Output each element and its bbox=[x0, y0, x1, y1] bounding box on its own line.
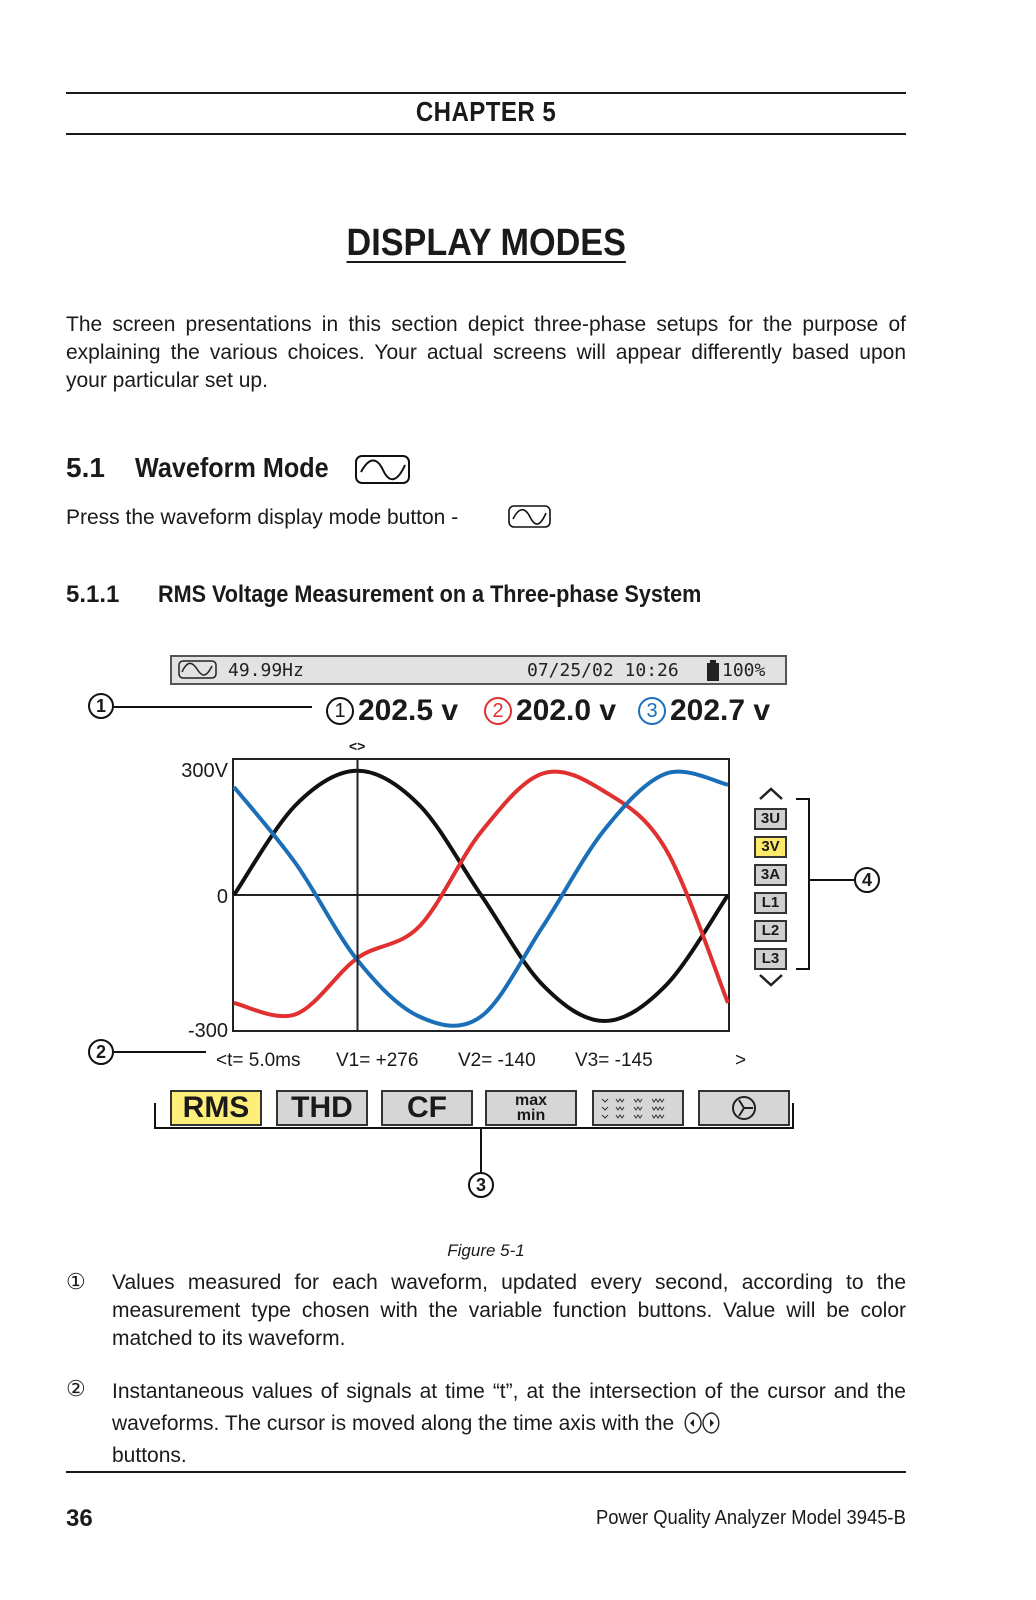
battery-level: 100% bbox=[722, 660, 766, 681]
subsection-number: 5.1.1 bbox=[66, 581, 120, 608]
measurement-1 bbox=[326, 694, 458, 728]
note-2-text: Instantaneous values of signals at time “t”, at the intersection of the cursor and the waveforms. The cursor is moved along the time axis with the bbox=[112, 1380, 906, 1435]
side-button-l3[interactable]: L3 bbox=[754, 948, 787, 970]
waveform-chart bbox=[232, 758, 730, 1032]
chapter-rule bbox=[66, 133, 906, 135]
measurement-3-value: 202.7 v bbox=[670, 694, 771, 727]
footer-rule bbox=[66, 1471, 906, 1473]
function-bracket bbox=[154, 1103, 794, 1129]
measurement-2 bbox=[484, 694, 616, 728]
max-label: max bbox=[514, 1092, 548, 1109]
measurement-1-value: 202.5 v bbox=[358, 694, 459, 727]
y-axis-zero-label: 0 bbox=[216, 886, 228, 908]
frequency-readout: 49.99Hz bbox=[228, 660, 304, 681]
rms-button[interactable]: RMS bbox=[170, 1090, 262, 1126]
top-rule bbox=[66, 92, 906, 94]
side-button-3a[interactable]: 3A bbox=[754, 864, 787, 886]
chevron-up-icon[interactable] bbox=[757, 786, 785, 802]
callout-3-leader bbox=[480, 1129, 482, 1173]
waveform-icon bbox=[355, 455, 411, 485]
page-title: DISPLAY MODES bbox=[346, 222, 626, 264]
note-2-body bbox=[112, 1376, 906, 1472]
phase-1-marker: 1 bbox=[326, 697, 354, 725]
intro-paragraph: The screen presentations in this section depict three-phase setups for the purpose of explaining the various choices. Your actual screens will appear differently based upon your particular set up. bbox=[66, 313, 906, 392]
phase-3-marker: 3 bbox=[638, 697, 666, 725]
press-instruction: Press the waveform display mode button - bbox=[66, 506, 459, 529]
callout-4: 4 bbox=[854, 867, 880, 893]
section-number: 5.1 bbox=[66, 452, 105, 483]
callout-1: 1 bbox=[88, 693, 114, 719]
chevron-down-icon[interactable] bbox=[757, 972, 785, 988]
y-axis-bottom-label: -300 bbox=[187, 1020, 228, 1042]
battery-icon bbox=[706, 660, 720, 682]
callout-3: 3 bbox=[468, 1172, 494, 1198]
cursor-v3: V3= -145 bbox=[575, 1050, 653, 1071]
callout-1-leader bbox=[114, 706, 312, 708]
page-number: 36 bbox=[66, 1505, 93, 1532]
footer-model: Power Quality Analyzer Model 3945-B bbox=[596, 1507, 906, 1529]
chapter-heading: CHAPTER 5 bbox=[415, 96, 557, 127]
note-2-mark: ② bbox=[66, 1376, 86, 1401]
waveform-button-icon bbox=[508, 505, 552, 529]
section-title: Waveform Mode bbox=[135, 452, 329, 483]
cursor-v2: V2= -140 bbox=[458, 1050, 536, 1071]
cursor-v1: V1= +276 bbox=[336, 1050, 419, 1071]
measurement-2-value: 202.0 v bbox=[516, 694, 617, 727]
callout-2: 2 bbox=[88, 1039, 114, 1065]
cursor-right-arrow: > bbox=[735, 1050, 747, 1071]
side-button-l1[interactable]: L1 bbox=[754, 892, 787, 914]
note-1-mark: ① bbox=[66, 1269, 86, 1294]
measurement-3 bbox=[638, 694, 770, 728]
cursor-arrows-icon bbox=[680, 1411, 724, 1435]
min-label: min bbox=[516, 1107, 546, 1124]
figure-caption: Figure 5-1 bbox=[447, 1241, 525, 1260]
note-1-text: Values measured for each waveform, updated every second, according to the measurement type chosen with the variable function buttons. Value will be color matched to its waveform. bbox=[112, 1271, 906, 1350]
side-button-3u[interactable]: 3U bbox=[754, 808, 787, 830]
cursor-time: <t= 5.0ms bbox=[216, 1050, 301, 1071]
callout-2-leader bbox=[114, 1051, 206, 1053]
phase-2-marker: 2 bbox=[484, 697, 512, 725]
status-waveform-icon bbox=[178, 660, 218, 680]
cursor-marker: <> bbox=[349, 738, 366, 754]
note-2-text-end: buttons. bbox=[112, 1444, 187, 1467]
subsection-title: RMS Voltage Measurement on a Three-phase System bbox=[158, 581, 702, 608]
side-bracket bbox=[796, 798, 810, 970]
side-button-3v[interactable]: 3V bbox=[754, 836, 787, 858]
side-button-l2[interactable]: L2 bbox=[754, 920, 787, 942]
cf-button[interactable]: CF bbox=[381, 1090, 473, 1126]
thd-button[interactable]: THD bbox=[276, 1090, 368, 1126]
y-axis-top-label: 300V bbox=[181, 760, 228, 782]
status-bar bbox=[170, 655, 787, 685]
callout-4-leader bbox=[810, 879, 854, 881]
datetime-readout: 07/25/02 10:26 bbox=[527, 660, 679, 681]
